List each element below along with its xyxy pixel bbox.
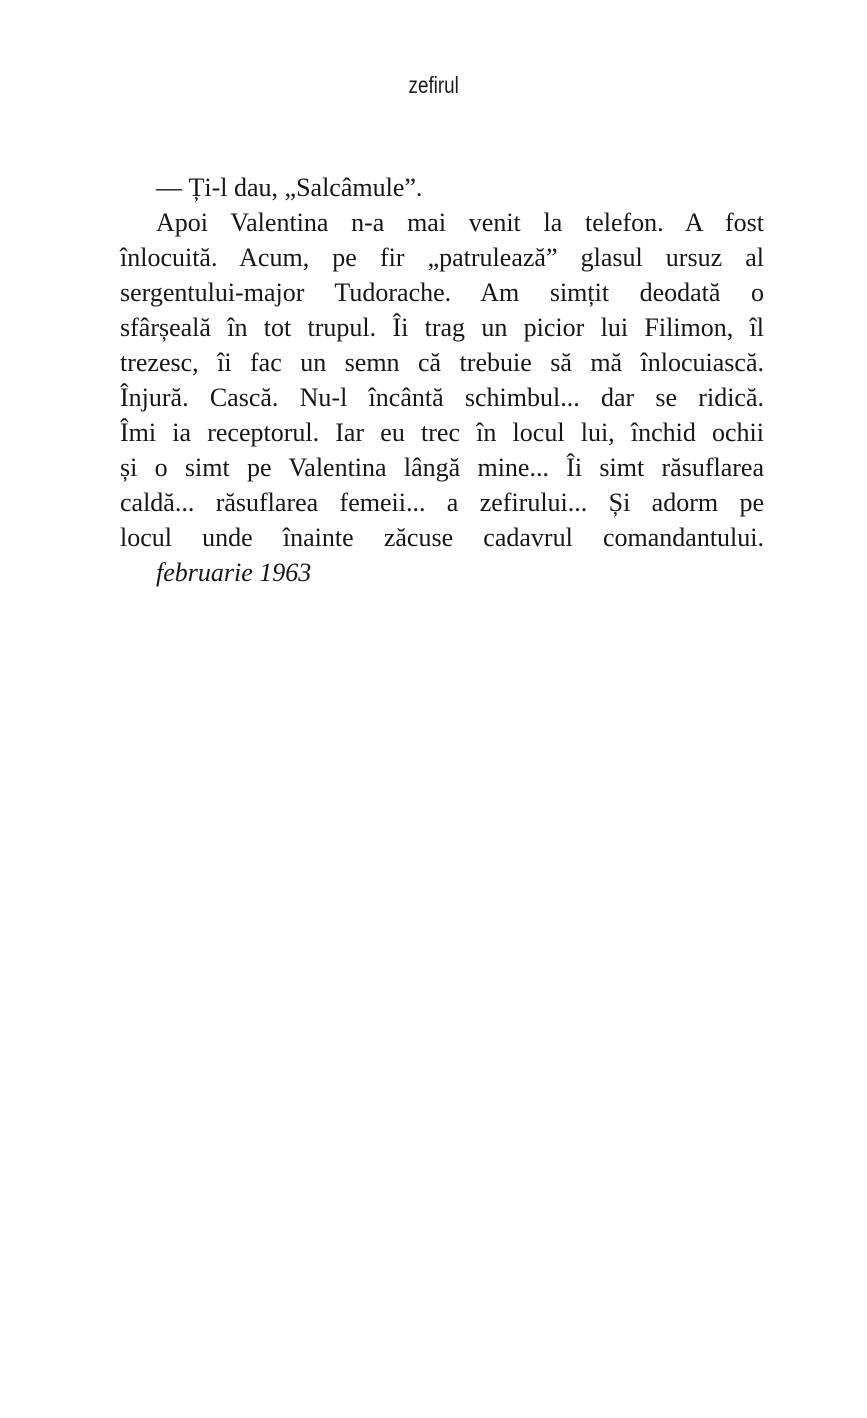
running-header bbox=[0, 72, 867, 99]
text-line: sergentului-major Tudorache. Am simțit deodată o bbox=[120, 278, 764, 307]
text-line: sfârșeală în tot trupul. Îi trag un picior lui Filimon, îl bbox=[120, 313, 764, 342]
running-header-title: zefirul bbox=[408, 72, 459, 98]
text-line: trezesc, îi fac un semn că trebuie să mă înlocuiască. bbox=[120, 348, 764, 377]
text-line: Îmi ia receptorul. Iar eu trec în locul lui, închid ochii bbox=[120, 418, 764, 447]
text-line: caldă... răsuflarea femeii... a zefirului... Și adorm pe bbox=[120, 488, 764, 517]
text-line: Apoi Valentina n-a mai venit la telefon. A fost bbox=[156, 208, 764, 237]
text-line: și o simt pe Valentina lângă mine... Îi simt răsuflarea bbox=[120, 453, 764, 482]
text-line: — Ți-l dau, „Salcâmule”. bbox=[156, 173, 423, 202]
text-line: locul unde înainte zăcuse cadavrul comandantului. bbox=[120, 523, 764, 552]
text-line: Înjură. Cască. Nu-l încântă schimbul... dar se ridică. bbox=[120, 383, 764, 412]
date-line: februarie 1963 bbox=[156, 558, 312, 587]
text-block bbox=[120, 170, 764, 590]
text-line: înlocuită. Acum, pe fir „patrulează” glasul ursuz al bbox=[120, 243, 764, 272]
